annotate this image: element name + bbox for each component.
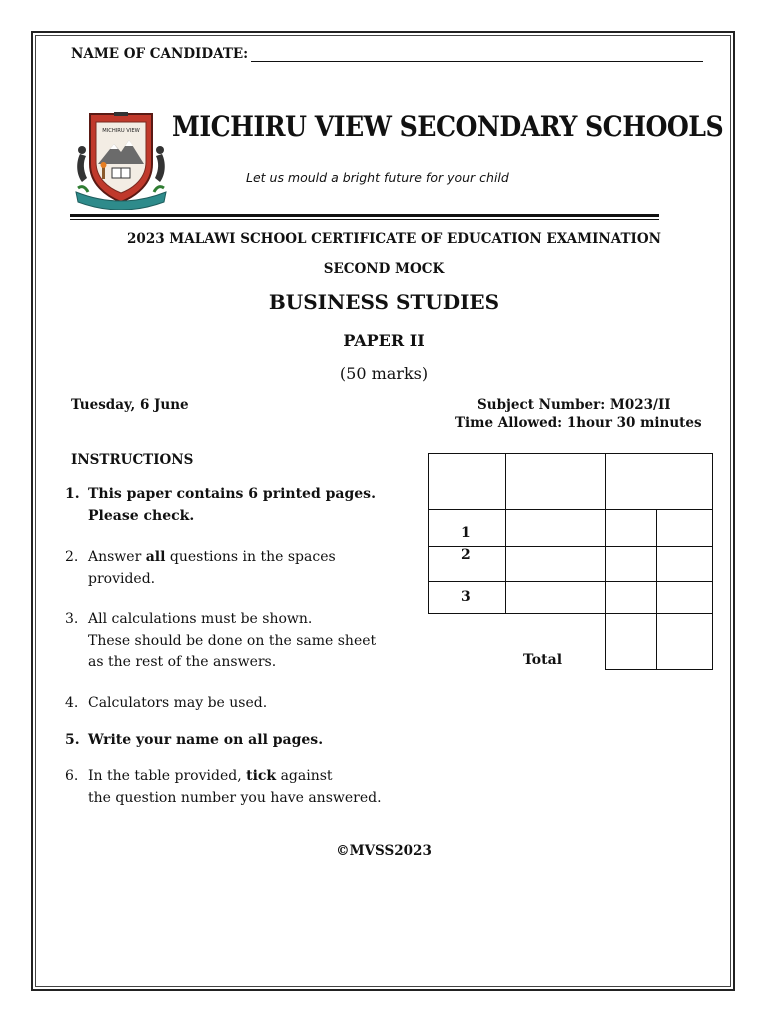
instruction-text: All calculations must be shown. [88,611,313,627]
instruction-text: Calculators may be used. [88,695,268,711]
instruction-text: These should be done on the same sheet [88,632,377,649]
paper-number: PAPER II [343,331,425,350]
instruction-text: the question number you have answered. [88,789,382,806]
subject-title: BUSINESS STUDIES [268,290,500,314]
instruction-number: 3. [65,611,79,627]
school-name: MICHIRU VIEW SECONDARY SCHOOLS [172,110,724,143]
instruction-text: questions in the spaces [165,549,336,565]
instruction-number: 4. [65,695,79,711]
exam-sitting: SECOND MOCK [323,261,445,277]
instruction-number: 1. [65,486,80,502]
instructions-heading: INSTRUCTIONS [71,452,194,468]
instruction-text: Write your name on all pages. [88,732,324,748]
exam-title: 2023 MALAWI SCHOOL CERTIFICATE OF EDUCATION EXAMINATION [127,231,661,247]
instruction-item [65,766,425,809]
copyright: ©MVSS2023 [336,843,432,859]
instruction-item [65,730,425,752]
instruction-text: This paper contains 6 printed pages. [88,486,376,502]
table-row-number: 1 [461,525,471,541]
total-marks: (50 marks) [339,364,429,383]
table-total-label: Total [523,652,563,668]
instruction-text: against [276,768,333,784]
instruction-text: Answer [88,549,146,565]
instruction-text: as the rest of the answers. [88,654,277,670]
instruction-number: 2. [65,549,79,565]
instruction-text: In the table provided, [88,768,247,784]
candidate-name-label: NAME OF CANDIDATE: [71,46,249,62]
instruction-item [65,547,425,590]
instruction-emphasis: all [145,549,166,565]
candidate-name-line[interactable] [251,61,703,62]
school-crest-logo [74,112,168,210]
instruction-number: 6. [65,768,79,784]
school-motto: Let us mould a bright future for your child [246,170,509,185]
exam-date: Tuesday, 6 June [71,397,189,413]
instruction-item [65,609,425,674]
time-allowed: Time Allowed: 1hour 30 minutes [455,415,702,431]
table-row-number: 3 [461,589,471,605]
header-rule-thick [70,214,659,217]
header-rule-thin [70,219,659,220]
instruction-text: provided. [88,570,156,587]
instruction-item [65,484,425,527]
instruction-number: 5. [65,732,80,748]
instruction-emphasis: tick [246,768,277,784]
crest-text: MICHIRU VIEW [102,128,140,134]
table-row-number: 2 [461,547,471,563]
subject-number: Subject Number: M023/II [477,397,671,413]
instruction-text: Please check. [88,507,195,524]
instruction-item [65,693,425,715]
